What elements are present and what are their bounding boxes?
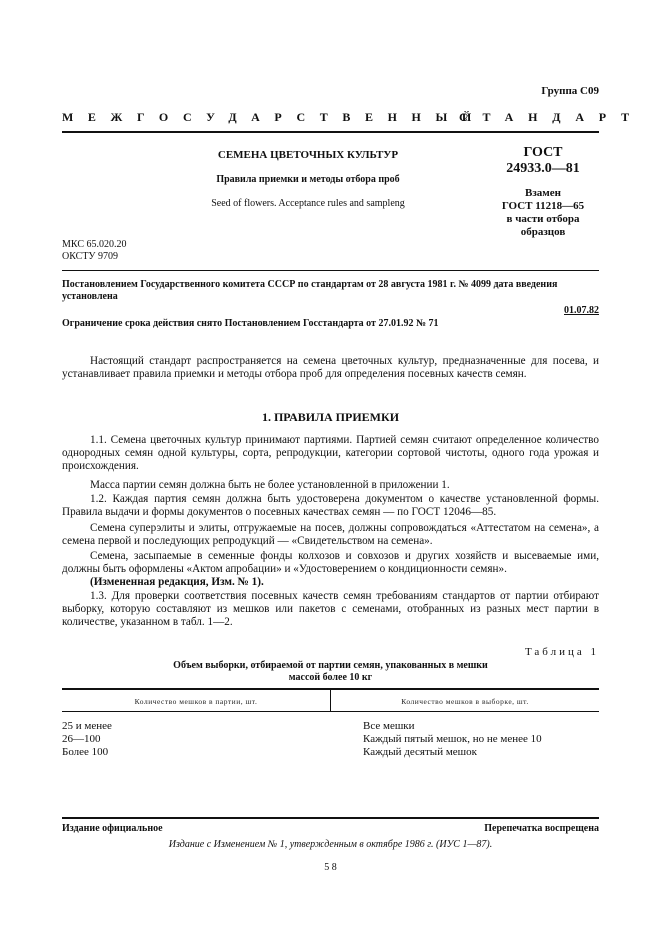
paragraph-1-1: 1.1. Семена цветочных культур принимают партиями. Партией семян считают определенное количество однородных семян одной культуры, сорта, репродукции, категории сортовой чистоты, одного года урожая и происхождения.	[62, 434, 599, 472]
gost-replaces-2: ГОСТ 11218—65	[501, 200, 585, 212]
footer-rule	[62, 817, 599, 819]
table-cell: Каждый десятый мешок	[363, 746, 477, 758]
banner-left: МЕЖГОСУДАРСТВЕННЫЙ	[62, 110, 486, 124]
decree-date: 01.07.82	[564, 305, 599, 316]
page-number: 5 8	[324, 862, 337, 873]
codes	[62, 239, 126, 263]
table-header-col2: Количество мешков в выборке, шт.	[401, 697, 529, 706]
footer-note: Издание с Изменением № 1, утвержденным в октябре 1986 г. (ИУС 1—87).	[168, 839, 493, 850]
table-cell: 25 и менее	[62, 720, 112, 732]
paragraph-1-2: 1.2. Каждая партия семян должна быть удостоверена документом о качестве установленной формы. Правила выдачи и формы документов о посевных качествах семян — по ГОСТ 12046—85.	[62, 493, 599, 518]
table-caption-1: Объем выборки, отбираемой от партии семян, упакованных в мешки	[173, 660, 488, 671]
paragraph-1-3: 1.3. Для проверки соответствия посевных качеств семян требованиям стандартов от партии отбирают выборку, которую составляют из мешков или пакетов с семенами, отобранных из разных мест партии в количестве, указанном в табл. 1—2.	[62, 590, 599, 628]
gost-replaces-1: Взамен	[525, 187, 561, 199]
banner-right: СТАНДАРТ	[459, 110, 644, 124]
gost-replaces-3: в части отбора	[506, 213, 580, 225]
table-header-rule	[62, 711, 599, 712]
table-col1	[62, 720, 112, 759]
table-header-col1: Количество мешков в партии, шт.	[134, 697, 258, 706]
paragraph-mass: Масса партии семян должна быть не более установленной в приложении 1.	[90, 479, 450, 491]
gost-block	[478, 145, 608, 239]
table-cell: Все мешки	[363, 720, 415, 732]
paragraph-funds: Семена, засыпаемые в семенные фонды колхозов и совхозов и других хозяйств и высеваемые ими, должны быть оформлены «Актом апробации» и «Удостоверением о кондиционности семян».	[62, 550, 599, 575]
decree-limit: Ограничение срока действия снято Постановлением Госстандарта от 27.01.92 № 71	[62, 318, 439, 329]
table-cell: 26—100	[62, 733, 101, 745]
gost-replaces-4: образцов	[520, 226, 566, 238]
table-cell: Более 100	[62, 746, 109, 758]
footer-reprint: Перепечатка воспрещена	[484, 823, 599, 834]
code-mks: МКС 65.020.20	[62, 239, 127, 250]
title-sub: Правила приемки и методы отбора проб	[216, 174, 400, 185]
intro-paragraph: Настоящий стандарт распространяется на семена цветочных культур, предназначенные для посева, и устанавливает правила приемки и методы отбора проб для определения посевных качеств семян.	[62, 355, 599, 380]
decree-text: Постановлением Государственного комитета СССР по стандартам от 28 августа 1981 г. № 4099 дата введения установлена	[62, 279, 558, 302]
title-main: СЕМЕНА ЦВЕТОЧНЫХ КУЛЬТУР	[217, 149, 399, 161]
group-code: Группа С09	[541, 85, 599, 97]
header-rule	[62, 270, 599, 271]
footer-official: Издание официальное	[62, 823, 163, 834]
table-label: Таблица 1	[524, 646, 599, 658]
table-col2	[363, 720, 542, 759]
section-heading: 1. ПРАВИЛА ПРИЕМКИ	[261, 410, 400, 424]
gost-label: ГОСТ	[523, 145, 563, 160]
paragraph-amendment: (Измененная редакция, Изм. № 1).	[90, 576, 264, 588]
table-caption-2: массой более 10 кг	[288, 672, 373, 683]
table-cell: Каждый пятый мешок, но не менее 10	[363, 733, 542, 745]
title-block	[128, 149, 488, 210]
title-english: Seed of flowers. Acceptance rules and sampleng	[211, 198, 405, 209]
gost-number: 24933.0—81	[506, 161, 580, 176]
paragraph-elite: Семена суперэлиты и элиты, отгружаемые на посев, должны сопровождаться «Аттестатом на семена», а семена первой и последующих репродукций — «Свидетельством на семена».	[62, 522, 599, 547]
code-okstu: ОКСТУ 9709	[62, 251, 119, 262]
banner-rule	[62, 131, 599, 133]
